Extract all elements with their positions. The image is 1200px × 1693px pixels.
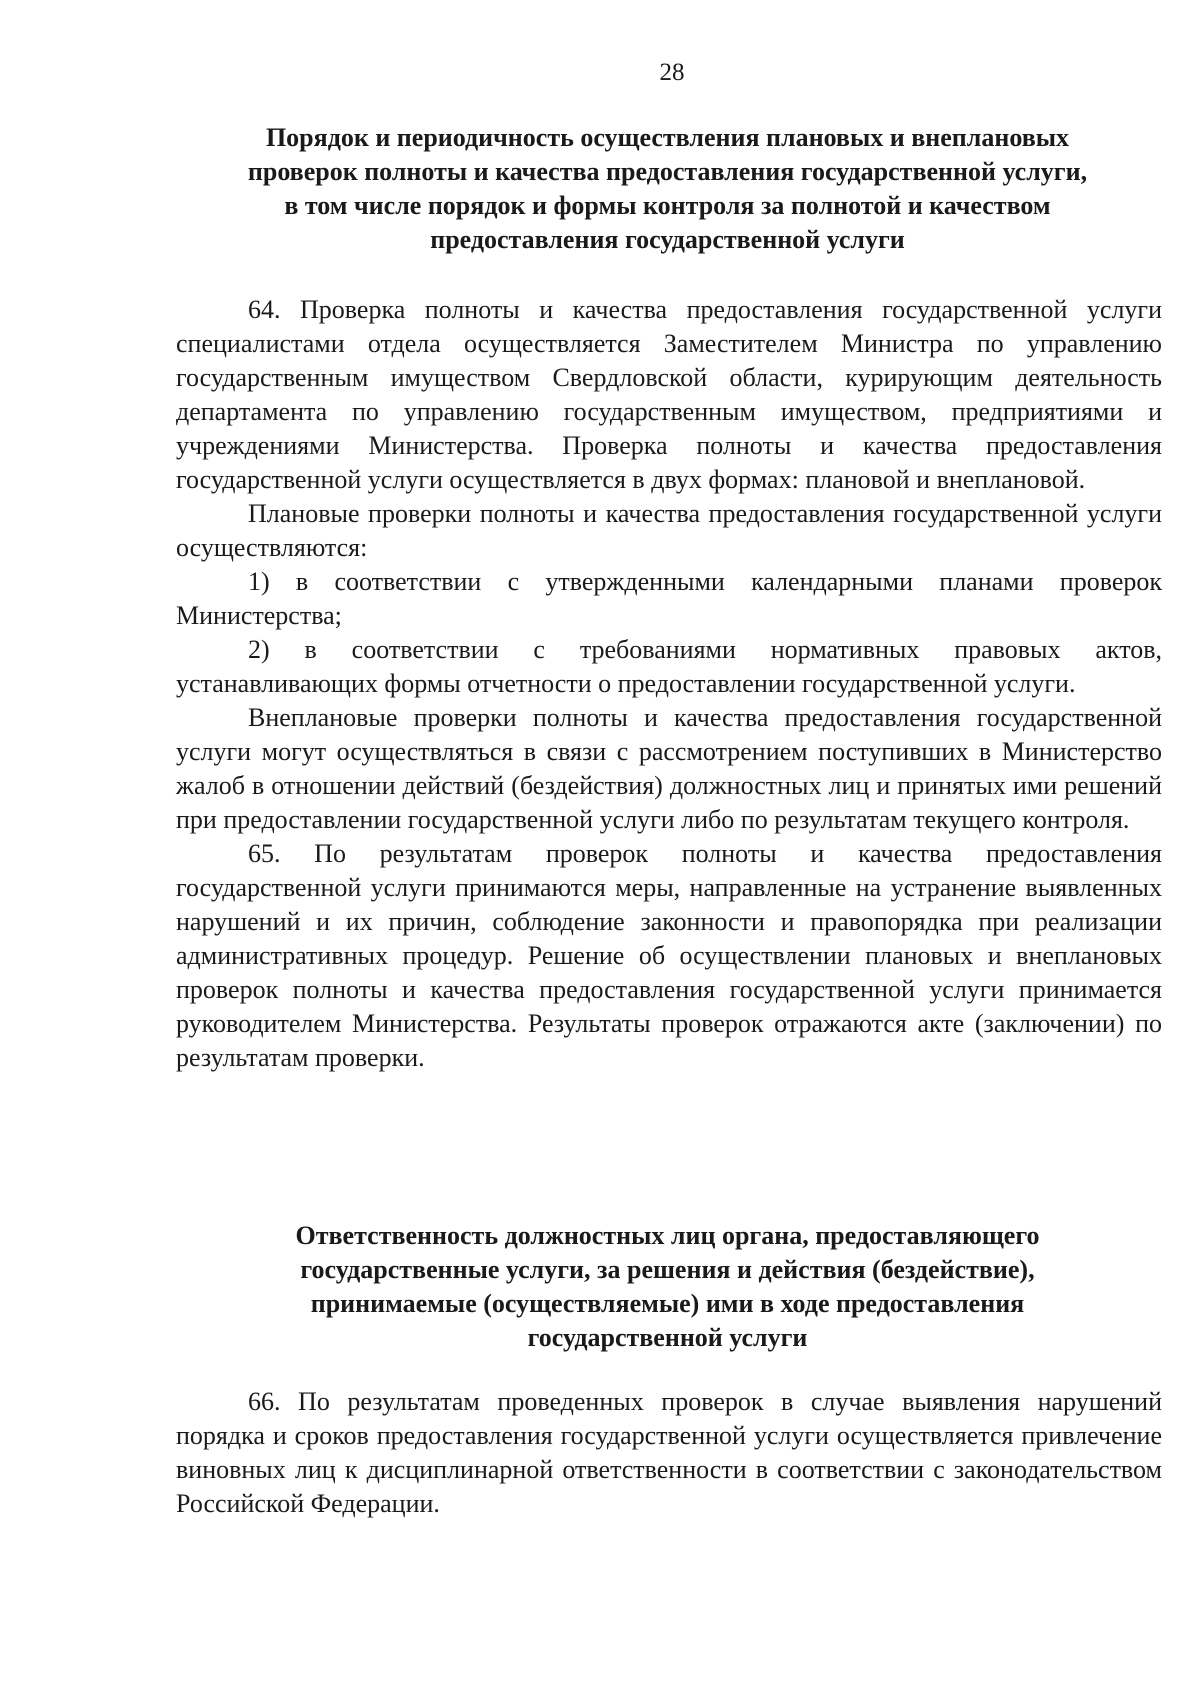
heading-line: Порядок и периодичность осуществления плановых и внеплановых: [265, 123, 1070, 152]
section-body-control: [176, 293, 1162, 1075]
list-item-1: 1) в соответствии с утвержденными календарными планами проверок Министерства;: [176, 567, 1162, 630]
section-heading-responsibility: [200, 1219, 1135, 1355]
paragraph-66: 66. По результатам проведенных проверок в случае выявления нарушений порядка и сроков предоставления государственной услуги осуществляется привлечение виновных лиц к дисциплинарной ответственности в соответствии с законодательством Российской Федерации.: [176, 1387, 1162, 1518]
paragraph-unplanned-checks: Внеплановые проверки полноты и качества предоставления государственной услуги могут осуществляться в связи с рассмотрением поступивших в Министерство жалоб в отношении действий (бездействия) должностных лиц и принятых ими решений при предоставлении государственной услуги либо по результатам текущего контроля.: [176, 703, 1162, 834]
heading-line: государственной услуги: [527, 1323, 808, 1352]
heading-line: Ответственность должностных лиц органа, предоставляющего: [295, 1221, 1040, 1250]
section-body-responsibility: [176, 1385, 1162, 1521]
heading-line: в том числе порядок и формы контроля за полнотой и качеством: [284, 191, 1051, 220]
heading-line: принимаемые (осуществляемые) ими в ходе предоставления: [310, 1289, 1025, 1318]
paragraph-64: 64. Проверка полноты и качества предоставления государственной услуги специалистами отдела осуществляется Заместителем Министра по управлению государственным имуществом Свердловской области, курирующим деятельность департамента по управлению государственным имуществом, предприятиями и учреждениями Министерства. Проверка полноты и качества предоставления государственной услуги осуществляется в двух формах: плановой и внеплановой.: [176, 295, 1162, 494]
section-heading-control: [200, 121, 1135, 257]
heading-line: государственные услуги, за решения и действия (бездействие),: [300, 1255, 1035, 1284]
paragraph-planned-checks: Плановые проверки полноты и качества предоставления государственной услуги осуществляются:: [176, 499, 1162, 562]
heading-line: проверок полноты и качества предоставления государственной услуги,: [247, 157, 1088, 186]
heading-line: предоставления государственной услуги: [430, 225, 905, 254]
list-item-2: 2) в соответствии с требованиями нормативных правовых актов, устанавливающих формы отчетности о предоставлении государственной услуги.: [176, 635, 1162, 698]
paragraph-65: 65. По результатам проверок полноты и качества предоставления государственной услуги принимаются меры, направленные на устранение выявленных нарушений и их причин, соблюдение законности и правопорядка при реализации административных процедур. Решение об осуществлении плановых и внеплановых проверок полноты и качества предоставления государственной услуги принимается руководителем Министерства. Результаты проверок отражаются акте (заключении) по результатам проверки.: [176, 839, 1162, 1072]
page-number: 28: [659, 59, 685, 86]
